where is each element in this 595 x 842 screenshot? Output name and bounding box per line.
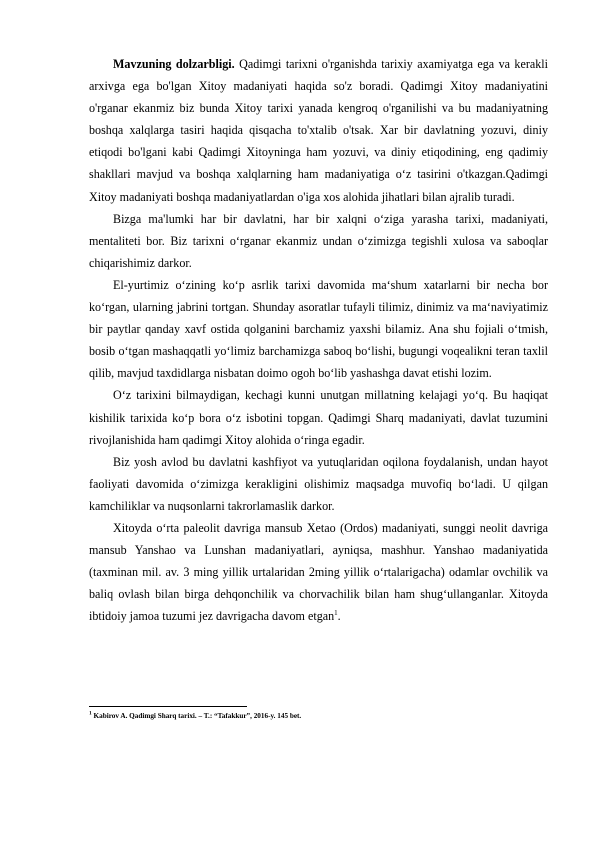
paragraph-1: [89, 53, 548, 208]
footnote-reference[interactable]: 1: [334, 609, 338, 618]
footnote: [89, 711, 548, 721]
footnote-divider: [89, 706, 247, 707]
paragraph-2: Bizga ma'lumki har bir davlatni, har bir xalqni o‘ziga yarasha tarixi, madaniyati, mentaliteti bor. Biz tarixni o‘rganar ekanmiz undan o‘zimizga tegishli xulosa va saboqlar chiqarishimiz darkor.: [89, 211, 548, 270]
section-heading: Mavzuning dolzarbligi.: [113, 57, 235, 71]
paragraph-6: [89, 517, 548, 627]
paragraph-5: Biz yosh avlod bu davlatni kashfiyot va yutuqlaridan oqilona foydalanish, undan hayot faoliyati davomida o‘zimizga kerakligini olishimiz maqsadga muvofiq bo‘ladi. U qilgan kamchiliklar va nuqsonlarni takrorlamaslik darkor.: [89, 454, 548, 513]
document-body: [89, 53, 548, 627]
paragraph-1-text: Qadimgi tarixni o'rganishda tarixiy axamiyatga ega va kerakli arxivga ega bo'lgan Xitoy madaniyati haqida so'z boradi. Qadimgi Xitoy madaniyatini o'rganar ekanmiz biz bunda Xitoy tarixi yanada kengroq o'rganilishi va bu madaniyatning boshqa xalqlarga tasiri haqida qisqacha to'xtalib o'tsak. Xar bir davlatning yozuvi, diniy etiqodi bo'lgani kabi Qadimgi Xitoyninga ham yozuvi, va diniy etiqodining, eng qadimiy shakllari mavjud va boshqa xalqlarning ham madaniyatiga o‘z tasirini o'tkazgan.Qadimgi Xitoy madaniyati boshqa madaniyatlardan o'iga xos alohida jihatlari bilan ajralib turadi.: [89, 57, 548, 204]
paragraph-6-tail: .: [337, 609, 341, 624]
footnote-text: Kabirov A. Qadimgi Sharq tarixi. – T.: “Tafakkur”, 2016-y. 145 bet.: [91, 712, 302, 720]
paragraph-3: El-yurtimiz o‘zining ko‘p asrlik tarixi davomida ma‘shum xatarlarni bir necha bor ko‘rgan, ularning jabrini tortgan. Shunday asoratlar tufayli tilimiz, dinimiz va ma‘naviyatimiz bir paytlar qanday xavf ostida qolganini barchamiz yaxshi bilamiz. Ana shu fojiali o‘tmish, bosib o‘tgan mashaqqatli yo‘limiz barchamizga saboq bo‘lishi, bugungi voqealikni teran taxlil qilib, mavjud taxdidlarga nisbatan doimo ogoh bo‘lib yashashga davat etishi lozim.: [89, 277, 548, 381]
paragraph-6-text: Xitoyda o‘rta paleolit davriga mansub Xetao (Ordos) madaniyati, sunggi neolit davriga mansub Yanshao va Lunshan madaniyatlari, ayniqsa, mashhur. Yanshao madaniyatida (taxminan mil. av. 3 ming yillik urtalaridan 2ming yillik o‘rtalarigacha) odamlar ovchilik va baliq ovlash bilan birga dehqonchilik va chorvachilik bilan ham shug‘ullanganlar. Xitoyda ibtidoiy jamoa tuzumi jez davrigacha davom etgan: [89, 520, 548, 624]
footnote-number: 1: [89, 710, 92, 717]
paragraph-4: O‘z tarixini bilmaydigan, kechagi kunni unutgan millatning kelajagi yo‘q. Bu haqiqat kishilik tarixida ko‘p bora o‘z isbotini topgan. Qadimgi Sharq madaniyati, davlat tuzumini rivojlanishida ham qadimgi Xitoy alohida o‘ringa egadir.: [89, 388, 548, 447]
